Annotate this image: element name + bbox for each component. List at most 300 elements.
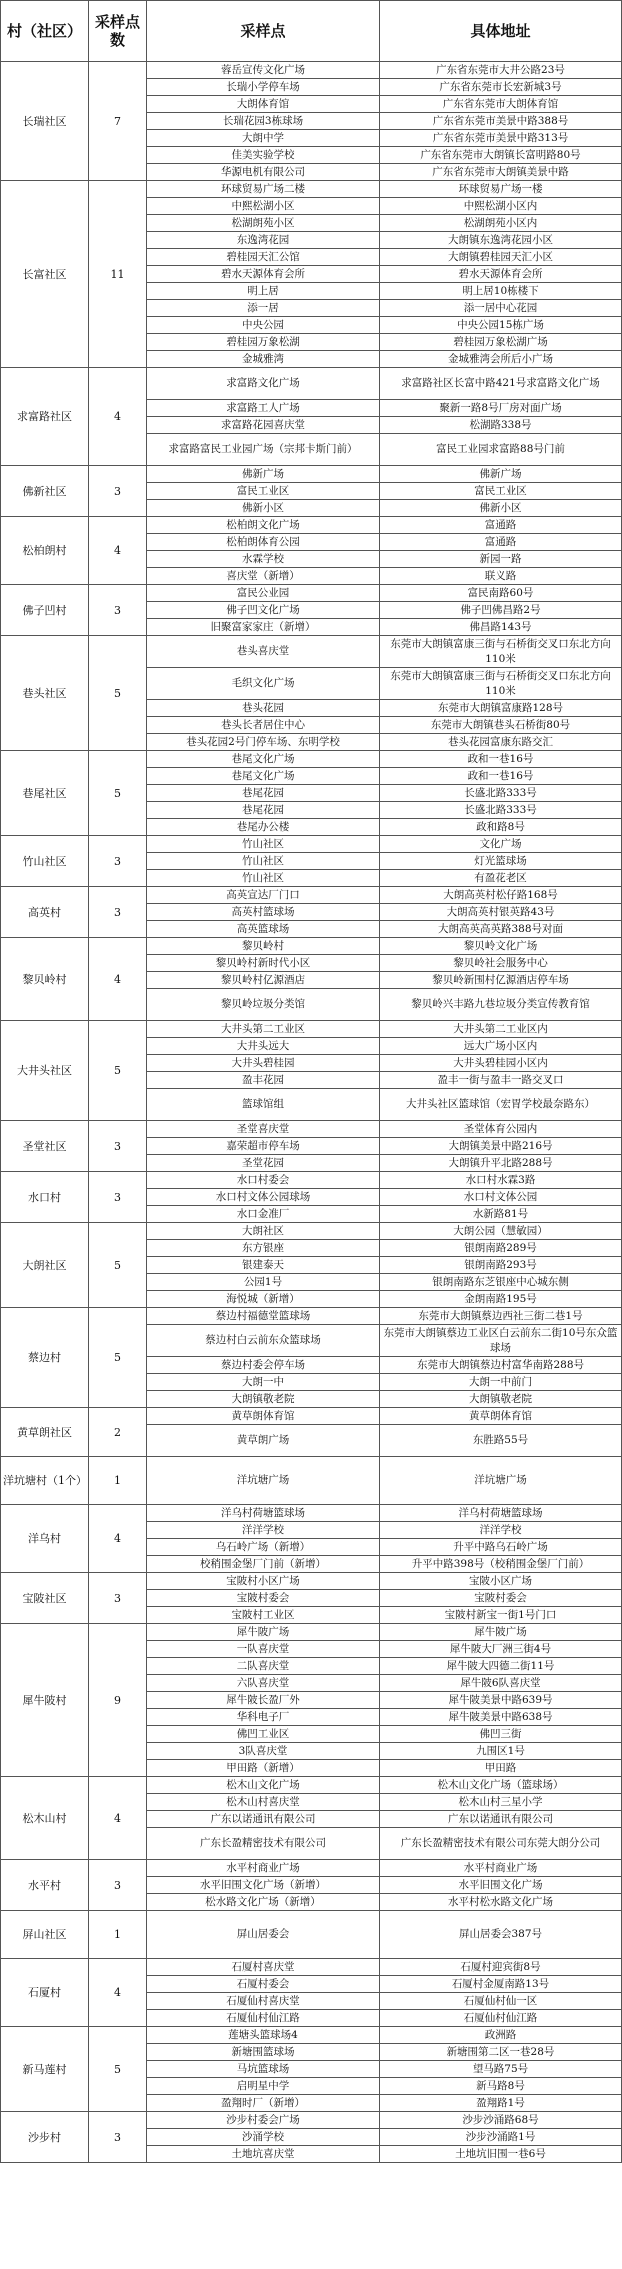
address-cell: 远大广场小区内 <box>380 1038 622 1055</box>
sampling-point-cell: 银建泰天 <box>147 1257 380 1274</box>
point-count-cell: 3 <box>89 836 147 887</box>
table-row <box>1 466 622 483</box>
address-cell: 金朗南路195号 <box>380 1291 622 1308</box>
sampling-point-cell: 校稍围金堡厂门前（新增） <box>147 1556 380 1573</box>
village-name-cell: 黄草朗社区 <box>1 1408 89 1457</box>
address-cell: 银朗南路293号 <box>380 1257 622 1274</box>
table-row <box>1 1172 622 1189</box>
address-cell: 石厦村金厦南路13号 <box>380 1976 622 1993</box>
table-row <box>1 1457 622 1505</box>
header-count: 采样点数 <box>89 1 147 62</box>
address-cell: 升平中路乌石岭广场 <box>380 1539 622 1556</box>
sampling-point-cell: 富民工业区 <box>147 483 380 500</box>
village-name-cell: 水口村 <box>1 1172 89 1223</box>
table-row <box>1 1860 622 1877</box>
village-name-cell: 宝陂社区 <box>1 1573 89 1624</box>
address-cell: 松木山文化广场（篮球场） <box>380 1777 622 1794</box>
sampling-point-cell: 松木山村喜庆堂 <box>147 1794 380 1811</box>
address-cell: 广东省东莞市长宏新城3号 <box>380 79 622 96</box>
sampling-point-cell: 犀牛陂广场 <box>147 1624 380 1641</box>
address-cell: 大朗高英村松仔路168号 <box>380 887 622 904</box>
sampling-point-cell: 大朗镇敬老院 <box>147 1391 380 1408</box>
sampling-point-cell: 金城雅湾 <box>147 351 380 368</box>
sampling-point-cell: 大井头碧桂园 <box>147 1055 380 1072</box>
sampling-point-cell: 广东以诺通讯有限公司 <box>147 1811 380 1828</box>
table-row <box>1 938 622 955</box>
header-unit: 村（社区） <box>1 1 89 62</box>
point-count-cell: 2 <box>89 1408 147 1457</box>
sampling-point-cell: 高英宣达厂门口 <box>147 887 380 904</box>
sampling-point-cell: 巷尾文化广场 <box>147 768 380 785</box>
table-row <box>1 368 622 400</box>
address-cell: 犀牛陂大四德二街11号 <box>380 1658 622 1675</box>
sampling-point-cell: 大朗体育馆 <box>147 96 380 113</box>
address-cell: 佛新小区 <box>380 500 622 517</box>
address-cell: 文化广场 <box>380 836 622 853</box>
address-cell: 佛子凹佛昌路2号 <box>380 602 622 619</box>
table-row <box>1 836 622 853</box>
address-cell: 土地坑旧围一巷6号 <box>380 2146 622 2163</box>
address-cell: 东莞市大朗镇富康三街与石桥街交叉口东北方向110米 <box>380 668 622 700</box>
point-count-cell: 5 <box>89 1021 147 1121</box>
address-cell: 大朗一中前门 <box>380 1374 622 1391</box>
table-row <box>1 1959 622 1976</box>
village-name-cell: 竹山社区 <box>1 836 89 887</box>
address-cell: 明上居10栋楼下 <box>380 283 622 300</box>
point-count-cell: 1 <box>89 1911 147 1959</box>
table-row <box>1 1223 622 1240</box>
village-name-cell: 洋乌村 <box>1 1505 89 1573</box>
address-cell: 犀牛陂6队喜庆堂 <box>380 1675 622 1692</box>
address-cell: 碧水天源体育会所 <box>380 266 622 283</box>
address-cell: 银朗南路289号 <box>380 1240 622 1257</box>
address-cell: 大井头碧桂园小区内 <box>380 1055 622 1072</box>
address-cell: 巷头花园富康东路交汇 <box>380 734 622 751</box>
address-cell: 佛新广场 <box>380 466 622 483</box>
sampling-point-cell: 长瑞花园3栋球场 <box>147 113 380 130</box>
address-cell: 大井头社区篮球馆（宏胃学校最奈路东） <box>380 1089 622 1121</box>
sampling-point-cell: 碧桂园万象松湖 <box>147 334 380 351</box>
sampling-point-cell: 高英村篮球场 <box>147 904 380 921</box>
address-cell: 长盛北路333号 <box>380 785 622 802</box>
sampling-point-cell: 水霖学校 <box>147 551 380 568</box>
sampling-point-cell: 求富路花园喜庆堂 <box>147 417 380 434</box>
address-cell: 大井头第二工业区内 <box>380 1021 622 1038</box>
table-row <box>1 1573 622 1590</box>
address-cell: 碧桂园万象松湖广场 <box>380 334 622 351</box>
table-row <box>1 1021 622 1038</box>
sampling-point-cell: 二队喜庆堂 <box>147 1658 380 1675</box>
point-count-cell: 5 <box>89 1223 147 1308</box>
table-row <box>1 1408 622 1425</box>
point-count-cell: 3 <box>89 1860 147 1911</box>
sampling-point-cell: 宝陂村小区广场 <box>147 1573 380 1590</box>
sampling-point-cell: 水平旧围文化广场（新增） <box>147 1877 380 1894</box>
address-cell: 富民工业园求富路88号门前 <box>380 434 622 466</box>
sampling-point-cell: 竹山社区 <box>147 870 380 887</box>
sampling-point-cell: 公园1号 <box>147 1274 380 1291</box>
address-cell: 中央公园15栋广场 <box>380 317 622 334</box>
sampling-point-cell: 嘉荣超市停车场 <box>147 1138 380 1155</box>
sampling-point-cell: 水口金准厂 <box>147 1206 380 1223</box>
address-cell: 政和一巷16号 <box>380 751 622 768</box>
address-cell: 水平村松水路文化广场 <box>380 1894 622 1911</box>
address-cell: 屏山居委会387号 <box>380 1911 622 1959</box>
address-cell: 东莞市大朗镇蔡边工业区白云前东二街10号东众篮球场 <box>380 1325 622 1357</box>
village-name-cell: 圣堂社区 <box>1 1121 89 1172</box>
village-name-cell: 长瑞社区 <box>1 62 89 181</box>
sampling-point-cell: 盈丰花园 <box>147 1072 380 1089</box>
address-cell: 犀牛陂大厂洲三街4号 <box>380 1641 622 1658</box>
sampling-point-cell: 海悦城（新增） <box>147 1291 380 1308</box>
table-row <box>1 2112 622 2129</box>
village-name-cell: 松柏朗村 <box>1 517 89 585</box>
address-cell: 大朗镇东逸湾花园小区 <box>380 232 622 249</box>
sampling-point-cell: 宝陂村委会 <box>147 1590 380 1607</box>
address-cell: 水新路81号 <box>380 1206 622 1223</box>
sampling-point-cell: 佛凹工业区 <box>147 1726 380 1743</box>
table-row <box>1 751 622 768</box>
address-cell: 长盛北路333号 <box>380 802 622 819</box>
sampling-point-cell: 环球贸易广场二楼 <box>147 181 380 198</box>
table-row <box>1 1624 622 1641</box>
address-cell: 甲田路 <box>380 1760 622 1777</box>
sampling-point-cell: 巷尾文化广场 <box>147 751 380 768</box>
sampling-point-cell: 六队喜庆堂 <box>147 1675 380 1692</box>
sampling-point-cell: 大朗中学 <box>147 130 380 147</box>
address-cell: 大朗镇美景中路216号 <box>380 1138 622 1155</box>
village-name-cell: 长富社区 <box>1 181 89 368</box>
table-row <box>1 517 622 534</box>
address-cell: 犀牛陂美景中路638号 <box>380 1709 622 1726</box>
sampling-point-cell: 启明星中学 <box>147 2078 380 2095</box>
table-row <box>1 2027 622 2044</box>
sampling-point-cell: 明上居 <box>147 283 380 300</box>
sampling-point-cell: 竹山社区 <box>147 853 380 870</box>
address-cell: 升平中路398号（校稍围金堡厂门前） <box>380 1556 622 1573</box>
address-cell: 水平旧围文化广场 <box>380 1877 622 1894</box>
address-cell: 政洲路 <box>380 2027 622 2044</box>
sampling-point-cell: 石厦仙村仙江路 <box>147 2010 380 2027</box>
sampling-point-cell: 沙步村委会广场 <box>147 2112 380 2129</box>
address-cell: 盈丰一街与盈丰一路交叉口 <box>380 1072 622 1089</box>
sampling-point-cell: 毛织文化广场 <box>147 668 380 700</box>
sampling-point-cell: 洋洋学校 <box>147 1522 380 1539</box>
table-row <box>1 1505 622 1522</box>
sampling-point-cell: 3队喜庆堂 <box>147 1743 380 1760</box>
address-cell: 犀牛陂美景中路639号 <box>380 1692 622 1709</box>
sampling-point-cell: 巷头花园 <box>147 700 380 717</box>
point-count-cell: 1 <box>89 1457 147 1505</box>
address-cell: 松木山村三星小学 <box>380 1794 622 1811</box>
sampling-point-cell: 新塘围篮球场 <box>147 2044 380 2061</box>
sampling-point-cell: 蓉岳宣传文化广场 <box>147 62 380 79</box>
address-cell: 政和路8号 <box>380 819 622 836</box>
address-cell: 东莞市大朗镇富康三街与石桥街交叉口东北方向110米 <box>380 636 622 668</box>
address-cell: 联义路 <box>380 568 622 585</box>
sampling-point-cell: 大井头第二工业区 <box>147 1021 380 1038</box>
address-cell: 石厦村迎宾街8号 <box>380 1959 622 1976</box>
village-name-cell: 大朗社区 <box>1 1223 89 1308</box>
address-cell: 东莞市大朗镇巷头石桥街80号 <box>380 717 622 734</box>
address-cell: 金城雅湾会所后小广场 <box>380 351 622 368</box>
sampling-point-cell: 中熙松湖小区 <box>147 198 380 215</box>
sampling-point-cell: 蔡边村委会停车场 <box>147 1357 380 1374</box>
sampling-point-cell: 长瑞小学停车场 <box>147 79 380 96</box>
address-cell: 大朗公园（慧敏园） <box>380 1223 622 1240</box>
address-cell: 大朗镇碧桂园天汇小区 <box>380 249 622 266</box>
sampling-point-cell: 一队喜庆堂 <box>147 1641 380 1658</box>
sampling-point-cell: 大朗一中 <box>147 1374 380 1391</box>
address-cell: 黎贝岭社会服务中心 <box>380 955 622 972</box>
address-cell: 东胜路55号 <box>380 1425 622 1457</box>
sampling-point-cell: 巷头花园2号门停车场、东明学校 <box>147 734 380 751</box>
sampling-point-cell: 佛新小区 <box>147 500 380 517</box>
table-row <box>1 1121 622 1138</box>
sampling-point-cell: 添一居 <box>147 300 380 317</box>
sampling-point-cell: 东方银座 <box>147 1240 380 1257</box>
sampling-point-cell: 洋坑塘广场 <box>147 1457 380 1505</box>
sampling-point-cell: 碧水天源体育会所 <box>147 266 380 283</box>
point-count-cell: 3 <box>89 1121 147 1172</box>
village-name-cell: 求富路社区 <box>1 368 89 466</box>
sampling-point-cell: 东逸湾花园 <box>147 232 380 249</box>
sampling-point-cell: 华源电机有限公司 <box>147 164 380 181</box>
village-name-cell: 屏山社区 <box>1 1911 89 1959</box>
table-row <box>1 1308 622 1325</box>
sampling-point-cell: 佛新广场 <box>147 466 380 483</box>
address-cell: 石厦仙村仙一区 <box>380 1993 622 2010</box>
sampling-point-cell: 黄草朗体育馆 <box>147 1408 380 1425</box>
address-cell: 大朗高英村银英路43号 <box>380 904 622 921</box>
sampling-point-cell: 篮球馆组 <box>147 1089 380 1121</box>
address-cell: 广东省东莞市大朗镇长富明路80号 <box>380 147 622 164</box>
address-cell: 广东省东莞市美景中路388号 <box>380 113 622 130</box>
address-cell: 洋坑塘广场 <box>380 1457 622 1505</box>
sampling-point-cell: 水口村文体公园球场 <box>147 1189 380 1206</box>
sampling-point-cell: 犀牛陂长盈厂外 <box>147 1692 380 1709</box>
address-cell: 石厦仙村仙江路 <box>380 2010 622 2027</box>
point-count-cell: 7 <box>89 62 147 181</box>
sampling-point-cell: 松柏朗体育公园 <box>147 534 380 551</box>
address-cell: 新园一路 <box>380 551 622 568</box>
sampling-point-cell: 松柏朗文化广场 <box>147 517 380 534</box>
address-cell: 求富路社区长富中路421号求富路文化广场 <box>380 368 622 400</box>
address-cell: 佛昌路143号 <box>380 619 622 636</box>
sampling-point-cell: 沙涌学校 <box>147 2129 380 2146</box>
address-cell: 宝陂小区广场 <box>380 1573 622 1590</box>
address-cell: 宝陂村委会 <box>380 1590 622 1607</box>
address-cell: 富民南路60号 <box>380 585 622 602</box>
sampling-point-cell: 甲田路（新增） <box>147 1760 380 1777</box>
address-cell: 中熙松湖小区内 <box>380 198 622 215</box>
point-count-cell: 5 <box>89 751 147 836</box>
address-cell: 有盈花老区 <box>380 870 622 887</box>
sampling-point-cell: 巷尾花园 <box>147 802 380 819</box>
address-cell: 水平村商业广场 <box>380 1860 622 1877</box>
sampling-point-cell: 巷头喜庆堂 <box>147 636 380 668</box>
address-cell: 富通路 <box>380 534 622 551</box>
village-name-cell: 沙步村 <box>1 2112 89 2163</box>
address-cell: 广东长盈精密技术有限公司东莞大朗分公司 <box>380 1828 622 1860</box>
sampling-point-cell: 中央公园 <box>147 317 380 334</box>
point-count-cell: 5 <box>89 1308 147 1408</box>
point-count-cell: 3 <box>89 1573 147 1624</box>
sampling-point-cell: 巷尾花园 <box>147 785 380 802</box>
address-cell: 大朗高英高英路388号对面 <box>380 921 622 938</box>
point-count-cell: 4 <box>89 368 147 466</box>
village-name-cell: 石厦村 <box>1 1959 89 2027</box>
point-count-cell: 3 <box>89 887 147 938</box>
address-cell: 洋乌村荷塘篮球场 <box>380 1505 622 1522</box>
table-row <box>1 1911 622 1959</box>
sampling-point-cell: 黎贝岭村 <box>147 938 380 955</box>
village-name-cell: 洋坑塘村（1个） <box>1 1457 89 1505</box>
sampling-point-cell: 石厦村喜庆堂 <box>147 1959 380 1976</box>
address-cell: 富民工业区 <box>380 483 622 500</box>
address-cell: 广东以诺通讯有限公司 <box>380 1811 622 1828</box>
sampling-point-cell: 莲塘头篮球场4 <box>147 2027 380 2044</box>
sampling-point-cell: 蔡边村白云前东众篮球场 <box>147 1325 380 1357</box>
address-cell: 佛凹三街 <box>380 1726 622 1743</box>
address-cell: 沙步沙涌路1号 <box>380 2129 622 2146</box>
sampling-point-cell: 大井头远大 <box>147 1038 380 1055</box>
point-count-cell: 3 <box>89 466 147 517</box>
sampling-point-cell: 石厦仙村喜庆堂 <box>147 1993 380 2010</box>
point-count-cell: 5 <box>89 2027 147 2112</box>
sampling-point-cell: 洋乌村荷塘篮球场 <box>147 1505 380 1522</box>
header-row <box>1 1 622 62</box>
address-cell: 黎贝岭兴丰路九巷垃圾分类宣传教育馆 <box>380 989 622 1021</box>
point-count-cell: 3 <box>89 1172 147 1223</box>
village-name-cell: 佛新社区 <box>1 466 89 517</box>
address-cell: 银朗南路东芝银座中心城东侧 <box>380 1274 622 1291</box>
village-name-cell: 佛子凹村 <box>1 585 89 636</box>
village-name-cell: 松木山村 <box>1 1777 89 1860</box>
address-cell: 黄草朗体育馆 <box>380 1408 622 1425</box>
sampling-point-cell: 高英篮球场 <box>147 921 380 938</box>
address-cell: 望马路75号 <box>380 2061 622 2078</box>
sampling-point-cell: 乌石岭广场（新增） <box>147 1539 380 1556</box>
point-count-cell: 4 <box>89 517 147 585</box>
sampling-point-cell: 碧桂园天汇公馆 <box>147 249 380 266</box>
sampling-point-cell: 盈翔时厂（新增） <box>147 2095 380 2112</box>
address-cell: 犀牛陂广场 <box>380 1624 622 1641</box>
address-cell: 灯光篮球场 <box>380 853 622 870</box>
address-cell: 黎贝岭新围村亿源酒店停车场 <box>380 972 622 989</box>
address-cell: 洋洋学校 <box>380 1522 622 1539</box>
address-cell: 政和一巷16号 <box>380 768 622 785</box>
village-name-cell: 高英村 <box>1 887 89 938</box>
sampling-point-cell: 屏山居委会 <box>147 1911 380 1959</box>
address-cell: 大朗镇升平北路288号 <box>380 1155 622 1172</box>
sampling-point-cell: 求富路文化广场 <box>147 368 380 400</box>
sampling-point-cell: 石厦村委会 <box>147 1976 380 1993</box>
address-cell: 新马路8号 <box>380 2078 622 2095</box>
village-name-cell: 黎贝岭村 <box>1 938 89 1021</box>
sampling-point-cell: 巷尾办公楼 <box>147 819 380 836</box>
point-count-cell: 5 <box>89 636 147 751</box>
address-cell: 东莞市大朗镇蔡边村富华南路288号 <box>380 1357 622 1374</box>
village-name-cell: 巷头社区 <box>1 636 89 751</box>
address-cell: 黎贝岭文化广场 <box>380 938 622 955</box>
address-cell: 松湖朗苑小区内 <box>380 215 622 232</box>
sampling-point-cell: 竹山社区 <box>147 836 380 853</box>
point-count-cell: 3 <box>89 585 147 636</box>
sampling-point-cell: 华科电子厂 <box>147 1709 380 1726</box>
address-cell: 九围区1号 <box>380 1743 622 1760</box>
village-name-cell: 水平村 <box>1 1860 89 1911</box>
address-cell: 广东省东莞市大朗体育馆 <box>380 96 622 113</box>
village-name-cell: 犀牛陂村 <box>1 1624 89 1777</box>
point-count-cell: 4 <box>89 1505 147 1573</box>
sampling-point-cell: 富民公业园 <box>147 585 380 602</box>
address-cell: 环球贸易广场一楼 <box>380 181 622 198</box>
point-count-cell: 4 <box>89 1959 147 2027</box>
address-cell: 大朗镇敬老院 <box>380 1391 622 1408</box>
sampling-point-cell: 宝陂村工业区 <box>147 1607 380 1624</box>
address-cell: 盈翔路1号 <box>380 2095 622 2112</box>
table-row <box>1 585 622 602</box>
table-row <box>1 62 622 79</box>
header-point: 采样点 <box>147 1 380 62</box>
village-name-cell: 新马莲村 <box>1 2027 89 2112</box>
address-cell: 圣堂体育公园内 <box>380 1121 622 1138</box>
sampling-point-cell: 黄草朗广场 <box>147 1425 380 1457</box>
point-count-cell: 4 <box>89 1777 147 1860</box>
sampling-point-cell: 求富路富民工业园广场（宗邦卡斯门前） <box>147 434 380 466</box>
address-cell: 东莞市大朗镇富康路128号 <box>380 700 622 717</box>
sampling-point-cell: 松湖朗苑小区 <box>147 215 380 232</box>
sampling-point-cell: 求富路工人广场 <box>147 400 380 417</box>
address-cell: 沙步沙涌路68号 <box>380 2112 622 2129</box>
point-count-cell: 11 <box>89 181 147 368</box>
sampling-point-cell: 黎贝岭村亿源酒店 <box>147 972 380 989</box>
village-name-cell: 蔡边村 <box>1 1308 89 1408</box>
address-cell: 东莞市大朗镇蔡边西社三街二巷1号 <box>380 1308 622 1325</box>
village-name-cell: 大井头社区 <box>1 1021 89 1121</box>
address-cell: 水口村文体公园 <box>380 1189 622 1206</box>
address-cell: 水口村水霖3路 <box>380 1172 622 1189</box>
sampling-point-cell: 广东长盈精密技术有限公司 <box>147 1828 380 1860</box>
sampling-point-cell: 蔡边村福德堂篮球场 <box>147 1308 380 1325</box>
address-cell: 宝陂村新宝一街1号门口 <box>380 1607 622 1624</box>
sampling-point-cell: 佳美实验学校 <box>147 147 380 164</box>
address-cell: 松湖路338号 <box>380 417 622 434</box>
table-row <box>1 1777 622 1794</box>
address-cell: 聚新一路8号厂房对面广场 <box>380 400 622 417</box>
table-row <box>1 181 622 198</box>
address-cell: 富通路 <box>380 517 622 534</box>
point-count-cell: 4 <box>89 938 147 1021</box>
table-row <box>1 636 622 668</box>
point-count-cell: 3 <box>89 2112 147 2163</box>
sampling-point-cell: 水口村委会 <box>147 1172 380 1189</box>
sampling-point-cell: 松木山文化广场 <box>147 1777 380 1794</box>
sampling-point-cell: 喜庆堂（新增） <box>147 568 380 585</box>
sampling-point-cell: 圣堂花园 <box>147 1155 380 1172</box>
address-cell: 广东省东莞市大朗镇美景中路 <box>380 164 622 181</box>
sampling-point-cell: 黎贝岭垃圾分类馆 <box>147 989 380 1021</box>
sampling-point-cell: 旧聚富家家庄（新增） <box>147 619 380 636</box>
address-cell: 新塘围第二区一巷28号 <box>380 2044 622 2061</box>
address-cell: 广东省东莞市大井公路23号 <box>380 62 622 79</box>
village-name-cell: 巷尾社区 <box>1 751 89 836</box>
header-address: 具体地址 <box>380 1 622 62</box>
address-cell: 添一居中心花园 <box>380 300 622 317</box>
sampling-point-cell: 松水路文化广场（新增） <box>147 1894 380 1911</box>
sampling-point-cell: 大朗社区 <box>147 1223 380 1240</box>
